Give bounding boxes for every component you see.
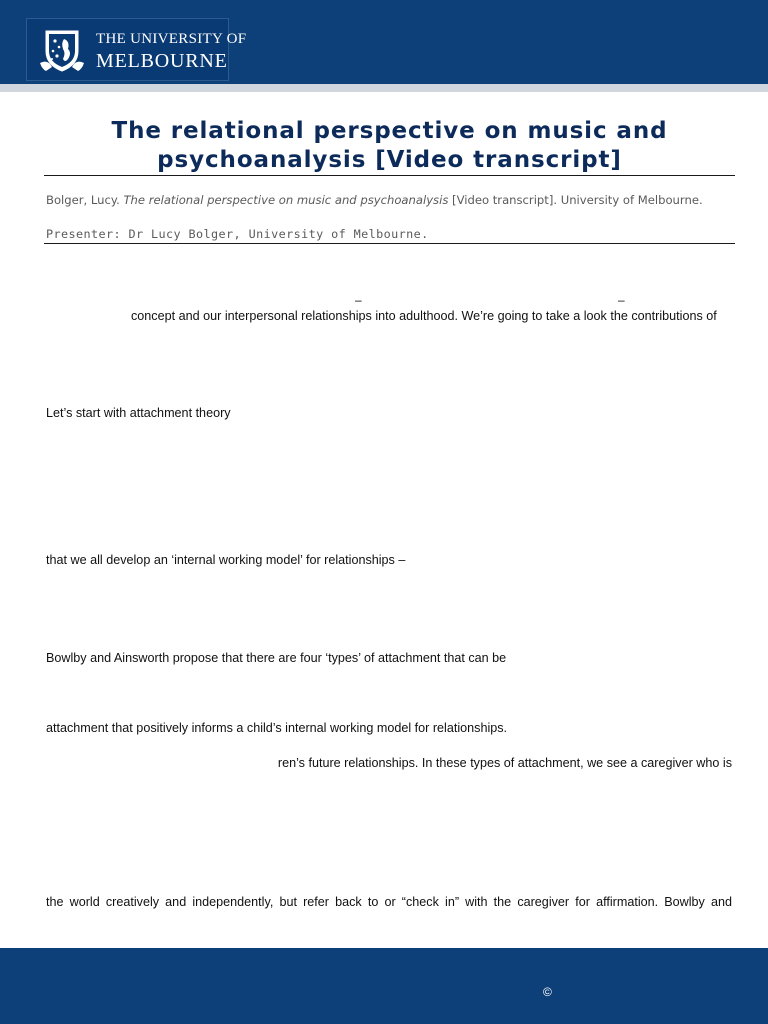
footer-bar: [0, 948, 768, 1024]
body-paragraph-line: concept and our interpersonal relationships into adulthood. We’re going to take a look the contributions of: [131, 309, 717, 323]
body-paragraph-line: Bowlby and Ainsworth propose that there are four ‘types’ of attachment that can be: [46, 651, 507, 665]
body-paragraph-line: that we all develop an ‘internal working model’ for relationships –: [46, 553, 406, 567]
logo-text-melbourne: MELBOURNE: [96, 50, 228, 72]
citation-work-title: The relational perspective on music and psychoanalysis: [123, 193, 449, 207]
presenter-line: Presenter: Dr Lucy Bolger, University of Melbourne.: [46, 227, 429, 241]
header-divider: [0, 84, 768, 92]
body-paragraph-line: attachment that positively informs a child’s internal working model for relationships.: [46, 721, 508, 735]
logo-text-university-of: THE UNIVERSITY OF: [96, 31, 247, 47]
presenter-divider: [44, 243, 735, 244]
body-paragraph-line: Let’s start with attachment theory: [46, 406, 231, 420]
university-crest-icon: [38, 29, 86, 73]
body-paragraph-line: the world creatively and independently, but refer back to or “check in” with the caregiver for affirmation. Bowlby and: [46, 895, 732, 909]
body-dash: –: [618, 293, 625, 307]
citation-prefix: Bolger, Lucy.: [46, 193, 124, 207]
document-title: The relational perspective on music and psychoanalysis [Video transcript]: [111, 118, 668, 173]
copyright-symbol: ©: [543, 985, 552, 999]
body-paragraph-line: ren’s future relationships. In these types of attachment, we see a caregiver who is: [277, 756, 732, 770]
citation-suffix: [Video transcript]. University of Melbourne.: [448, 193, 703, 207]
citation: [46, 193, 746, 207]
title-divider: [44, 175, 735, 176]
body-dash: –: [355, 293, 362, 307]
university-logo[interactable]: [26, 18, 247, 81]
